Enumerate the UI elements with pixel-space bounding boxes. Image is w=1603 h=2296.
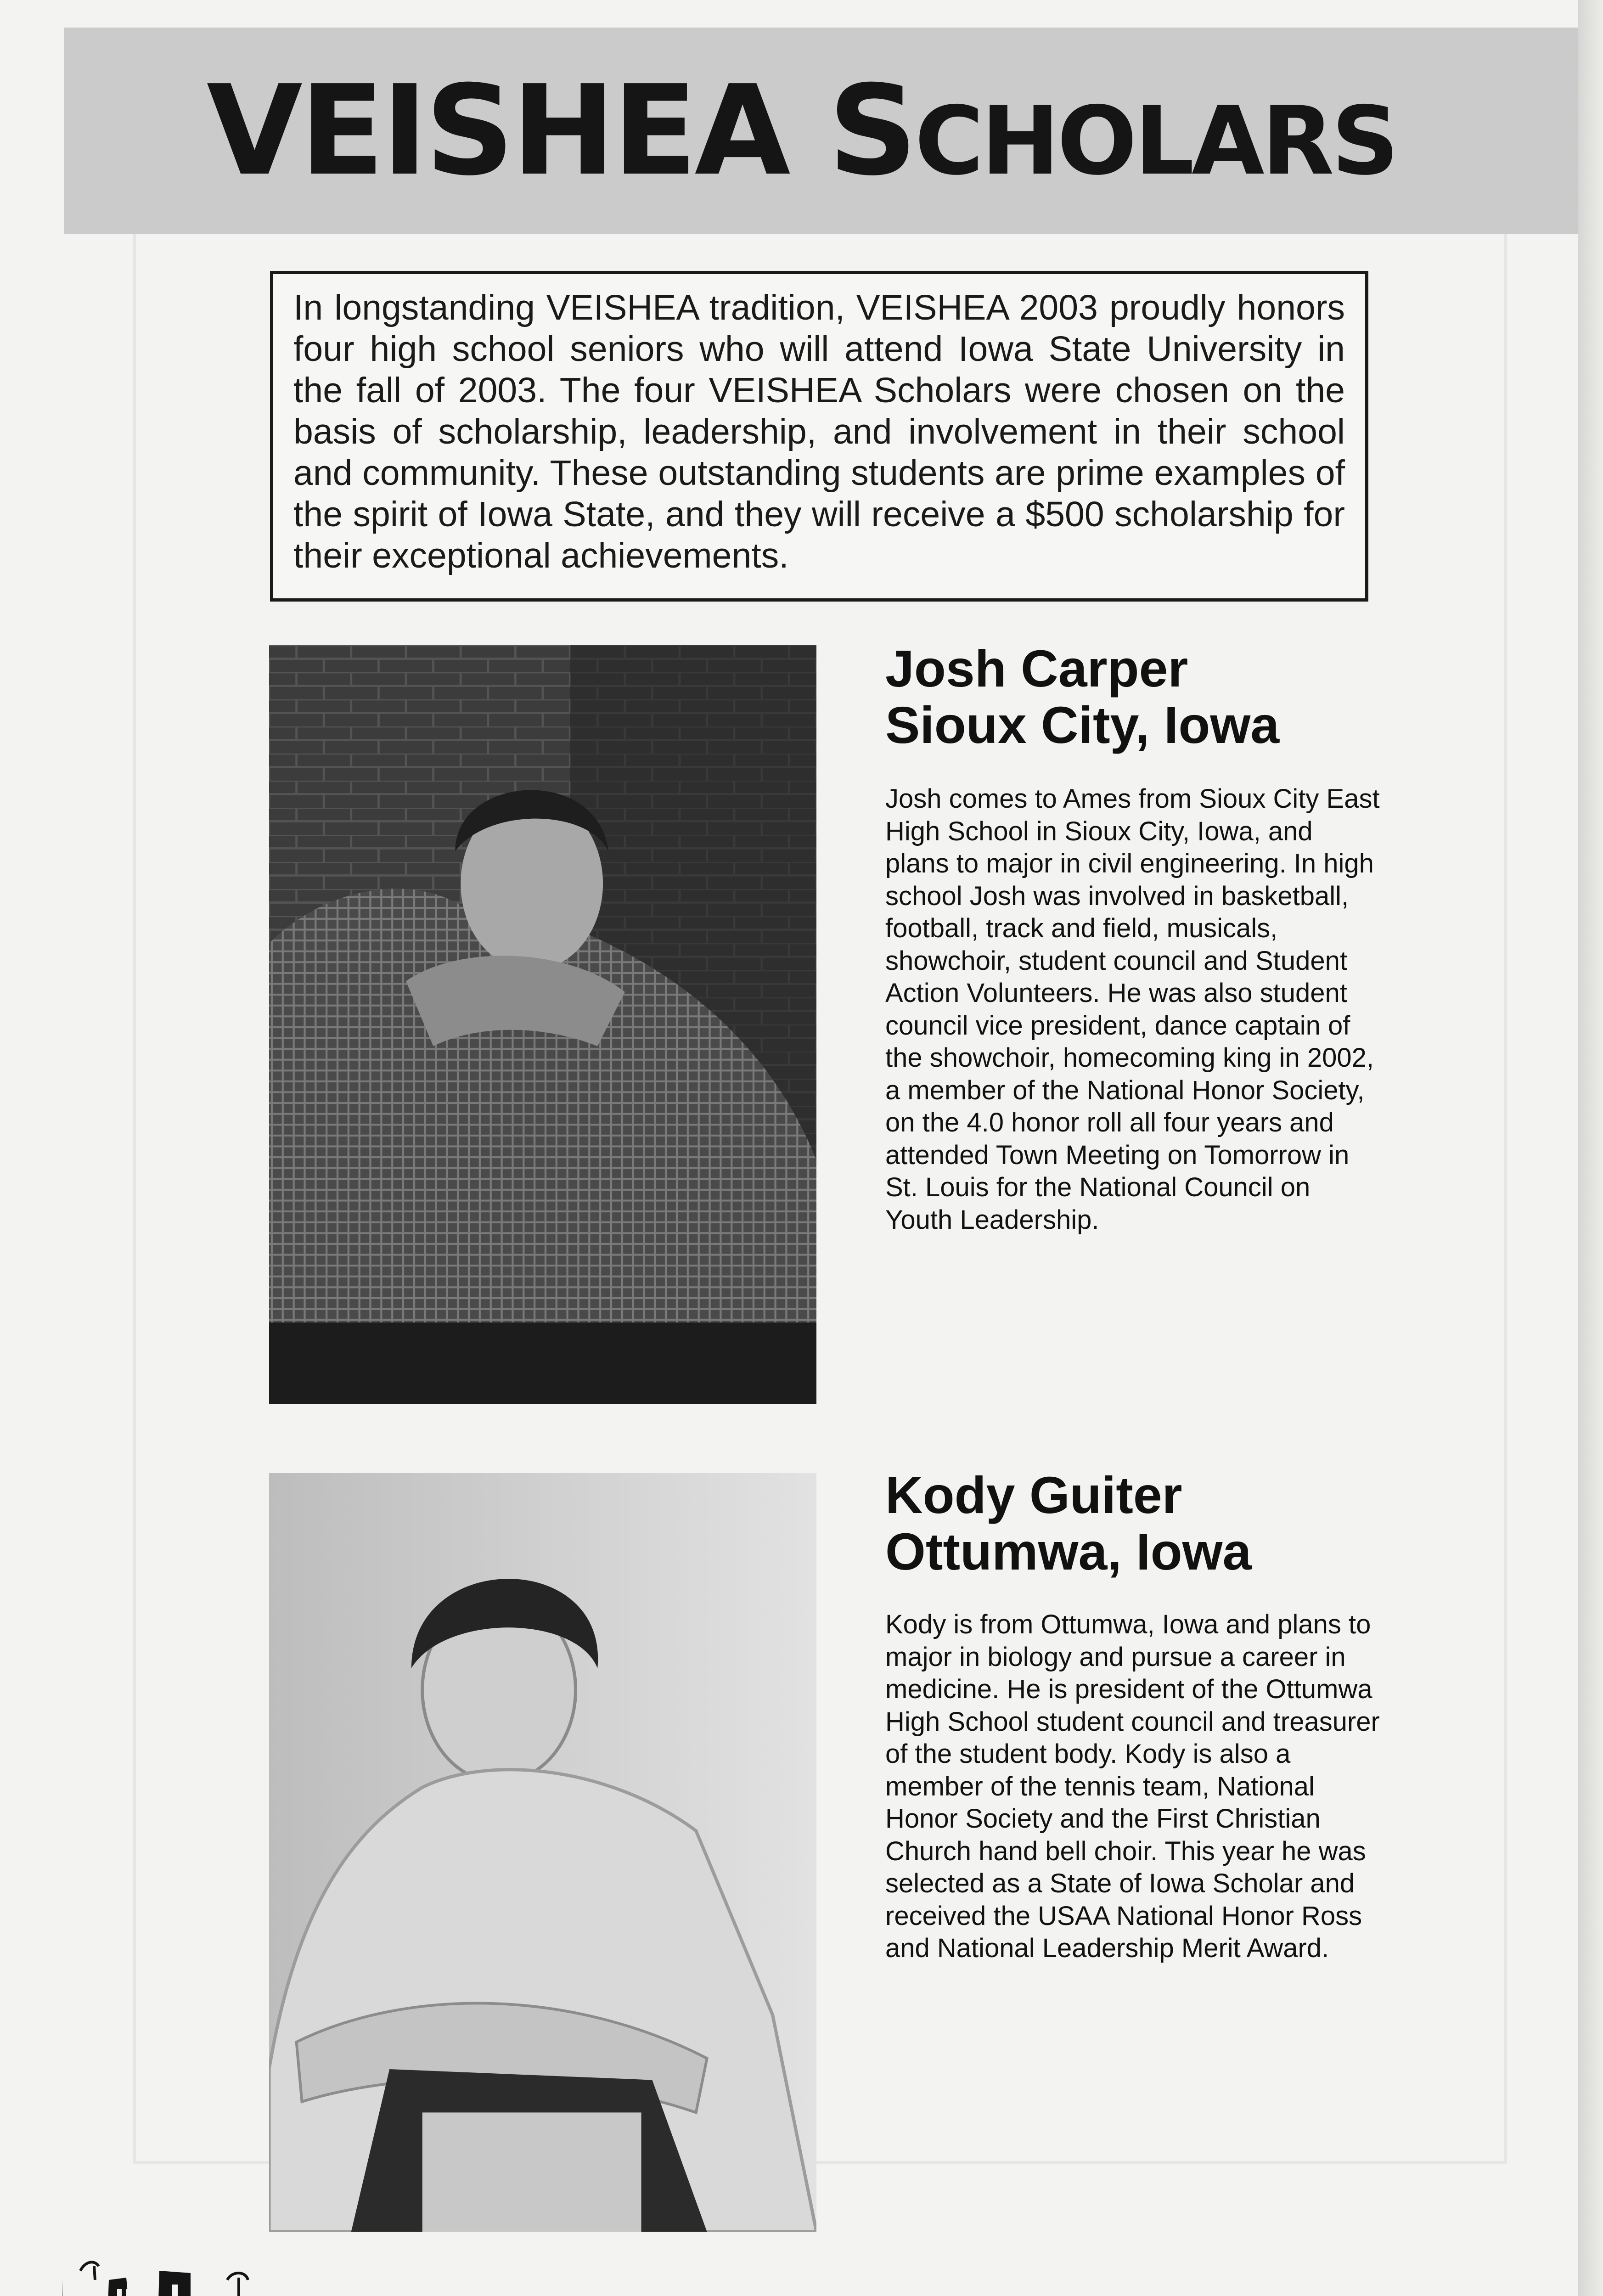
page-title [0,58,1603,203]
title-part-a: VEISHEA S [206,58,915,203]
scholar-photo-kody-guiter [269,1473,816,2232]
scholar-town: Ottumwa, Iowa [885,1523,1252,1581]
intro-text: In longstanding VEISHEA tradition, VEISHEA 2003 proudly honors four high school seniors who will attend Iowa State University in the fall of 2003. The four VEISHEA Scholars were chosen on the basis of scholarship, leadership, and involvement in their school and community. These outstanding students are prime examples of the spirit of Iowa State, and they will receive a $500 scholarship for their exceptional achievements. [293,288,1345,575]
scholar-photo-josh-carper [269,645,816,1404]
veishea-logo [53,2252,264,2296]
title-part-b: CHOLARS [915,87,1397,196]
scholar-name: Josh Carper [885,640,1188,698]
scholar-name: Kody Guiter [885,1466,1182,1524]
page-edge [1578,0,1603,2296]
veishea-logo-graphic [53,2252,264,2296]
scholar-town: Sioux City, Iowa [885,696,1280,754]
scholar-bio: Kody is from Ottumwa, Iowa and plans to major in biology and pursue a career in medicine. He is president of the Ottumwa High School student council and treasurer of the student body. Kody is also a member of the tennis team, National Honor Society and the First Christian Church hand bell choir. This year he was selected as a State of Iowa Scholar and received the USAA National Honor Ross and National Leadership Merit Award. [885,1609,1380,1963]
scholar-bio: Josh comes to Ames from Sioux City East High School in Sioux City, Iowa, and plans to major in civil engineering. In high school Josh was involved in basketball, football, track and field, musicals, showchoir, student council and Student Action Volunteers. He was also student council vice president, dance captain of the showchoir, homecoming king in 2002, a member of the National Honor Society, on the 4.0 honor roll all four years and attended Town Meeting on Tomorrow in St. Louis for the National Council on Youth Leadership. [885,784,1380,1235]
intro-box [270,271,1368,602]
